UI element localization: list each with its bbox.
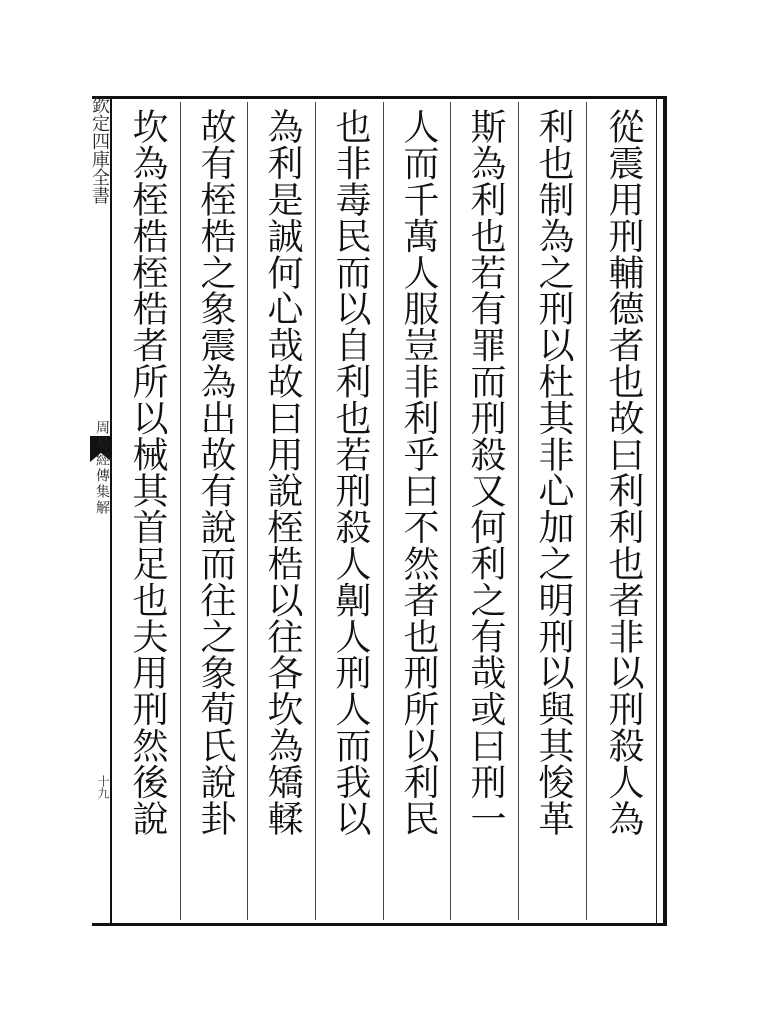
margin-page-number: 十九 bbox=[96, 775, 110, 799]
column-divider bbox=[383, 102, 384, 920]
margin-top-mark: 欽定四庫全書 bbox=[89, 96, 110, 204]
text-column-3: 斯為利也若有罪而刑殺又何利之有哉或曰刑一 bbox=[465, 108, 506, 836]
column-divider bbox=[180, 102, 181, 920]
margin-book-title: 周易經傳集解 bbox=[94, 420, 110, 516]
text-column-1: 從震用刑輔德者也故曰利利也者非以刑殺人為 bbox=[603, 108, 644, 836]
column-divider bbox=[586, 102, 587, 920]
text-column-7: 故有桎梏之象震為出故有說而往之象荀氏說卦 bbox=[195, 108, 236, 836]
text-column-5: 也非毒民而以自利也若刑殺人劓人刑人而我以 bbox=[330, 108, 371, 836]
column-divider bbox=[315, 102, 316, 920]
inner-border-line bbox=[656, 99, 657, 923]
column-divider bbox=[518, 102, 519, 920]
text-column-2: 利也制為之刑以杜其非心加之明刑以與其悛革 bbox=[533, 108, 574, 836]
text-column-4: 人而千萬人服豈非利乎曰不然者也刑所以利民 bbox=[398, 108, 439, 836]
text-column-8: 坎為桎梏桎梏者所以械其首足也夫用刑然後說 bbox=[127, 108, 168, 836]
text-column-6: 為利是誠何心哉故曰用說桎梏以往各坎為矯輮 bbox=[262, 108, 303, 836]
